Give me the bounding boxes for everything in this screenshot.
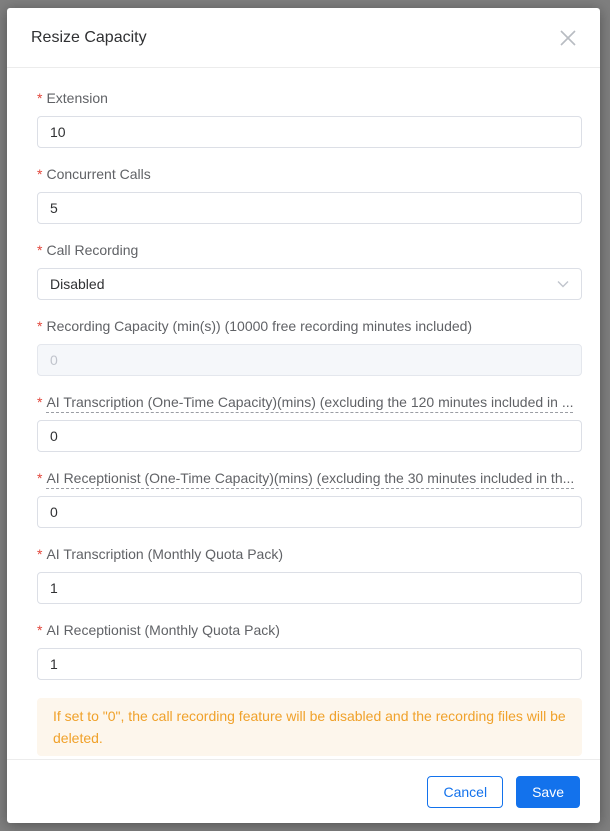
dialog-title: Resize Capacity	[31, 28, 147, 46]
close-button[interactable]	[556, 26, 580, 50]
required-asterisk: *	[37, 470, 43, 486]
ai-transcription-monthly-label: * AI Transcription (Monthly Quota Pack)	[37, 546, 283, 562]
field-ai-receptionist-monthly	[37, 622, 582, 680]
required-asterisk: *	[37, 622, 43, 638]
ai-transcription-monthly-input[interactable]	[37, 572, 582, 604]
concurrent-calls-label: * Concurrent Calls	[37, 166, 151, 182]
cancel-button[interactable]: Cancel	[427, 776, 503, 808]
required-asterisk: *	[37, 90, 43, 106]
recording-capacity-label: * Recording Capacity (min(s)) (10000 free recording minutes included)	[37, 318, 473, 334]
call-recording-selected-value: Disabled	[50, 276, 105, 292]
required-asterisk: *	[37, 318, 43, 334]
field-ai-receptionist-onetime	[37, 470, 582, 528]
required-asterisk: *	[37, 394, 43, 410]
required-asterisk: *	[37, 546, 43, 562]
recording-capacity-input	[37, 344, 582, 376]
chevron-down-icon	[557, 280, 569, 288]
ai-transcription-onetime-input[interactable]	[37, 420, 582, 452]
ai-transcription-onetime-label: * AI Transcription (One-Time Capacity)(mins) (excluding the 120 minutes included in ...	[37, 394, 582, 414]
resize-capacity-dialog	[7, 8, 600, 823]
call-recording-label: * Call Recording	[37, 242, 139, 258]
ai-receptionist-onetime-input[interactable]	[37, 496, 582, 528]
save-button[interactable]: Save	[516, 776, 580, 808]
extension-input[interactable]	[37, 116, 582, 148]
close-icon	[559, 29, 577, 47]
field-ai-transcription-monthly	[37, 546, 582, 604]
field-recording-capacity	[37, 318, 582, 376]
dialog-header	[7, 8, 600, 68]
required-asterisk: *	[37, 166, 43, 182]
field-ai-transcription-onetime	[37, 394, 582, 452]
field-call-recording	[37, 242, 582, 300]
field-concurrent-calls	[37, 166, 582, 224]
field-extension	[37, 90, 582, 148]
ai-receptionist-monthly-label: * AI Receptionist (Monthly Quota Pack)	[37, 622, 280, 638]
required-asterisk: *	[37, 242, 43, 258]
extension-label: * Extension	[37, 90, 108, 106]
ai-receptionist-onetime-label: * AI Receptionist (One-Time Capacity)(mins) (excluding the 30 minutes included in th...	[37, 470, 582, 490]
dialog-body	[7, 68, 600, 759]
recording-warning-message: If set to "0", the call recording feature will be disabled and the recording files will be deleted.	[37, 698, 582, 756]
ai-receptionist-monthly-input[interactable]	[37, 648, 582, 680]
concurrent-calls-input[interactable]	[37, 192, 582, 224]
call-recording-select[interactable]	[37, 268, 582, 300]
dialog-footer	[7, 759, 600, 823]
